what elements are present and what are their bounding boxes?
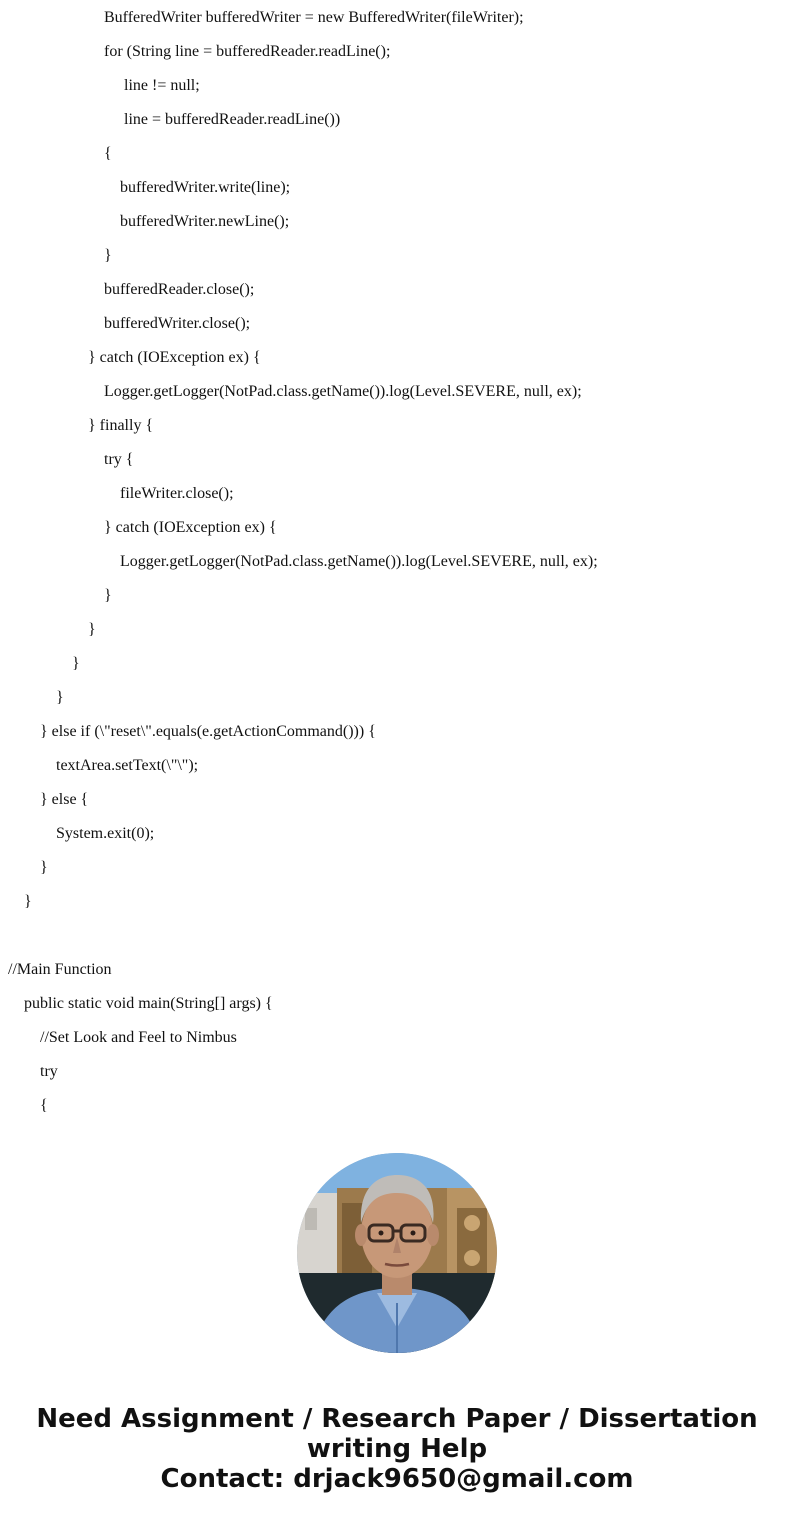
banner-contact-line: Contact: drjack9650@gmail.com xyxy=(160,1464,634,1494)
author-photo xyxy=(297,1153,497,1353)
code-line: bufferedReader.close(); xyxy=(104,281,255,298)
code-line: public static void main(String[] args) { xyxy=(24,995,273,1012)
code-line: } else if (\"reset\".equals(e.getActionCommand())) { xyxy=(40,723,376,740)
code-line: } xyxy=(24,893,32,910)
code-line: bufferedWriter.close(); xyxy=(104,315,251,332)
code-line: { xyxy=(104,145,112,162)
code-line: { xyxy=(40,1097,48,1114)
code-line: } xyxy=(56,689,64,706)
code-line: bufferedWriter.write(line); xyxy=(120,179,291,196)
code-line: } xyxy=(104,587,112,604)
code-line: System.exit(0); xyxy=(56,825,155,842)
code-line: textArea.setText(\"\"); xyxy=(56,757,199,774)
code-line: fileWriter.close(); xyxy=(120,485,234,502)
code-line: } catch (IOException ex) { xyxy=(88,349,261,366)
code-line: for (String line = bufferedReader.readLine(); xyxy=(104,43,391,60)
code-line: } xyxy=(40,859,48,876)
code-line: } finally { xyxy=(88,417,154,434)
code-line: line = bufferedReader.readLine()) xyxy=(124,111,341,128)
code-line: Logger.getLogger(NotPad.class.getName()).log(Level.SEVERE, null, ex); xyxy=(120,553,598,570)
code-line: } catch (IOException ex) { xyxy=(104,519,277,536)
code-line: } xyxy=(104,247,112,264)
code-line: try { xyxy=(104,451,134,468)
code-comment: //Main Function xyxy=(8,961,112,978)
banner-line-2: writing Help xyxy=(306,1434,488,1464)
code-line: } xyxy=(88,621,96,638)
banner-line-1: Need Assignment / Research Paper / Dissertation xyxy=(36,1404,758,1434)
code-line: } xyxy=(72,655,80,672)
code-line: Logger.getLogger(NotPad.class.getName()).log(Level.SEVERE, null, ex); xyxy=(104,383,582,400)
contact-banner xyxy=(0,1404,794,1494)
code-line: bufferedWriter.newLine(); xyxy=(120,213,290,230)
code-line: try xyxy=(40,1063,58,1080)
code-line: line != null; xyxy=(124,77,200,94)
code-line: BufferedWriter bufferedWriter = new BufferedWriter(fileWriter); xyxy=(104,9,524,26)
code-line: } else { xyxy=(40,791,89,808)
code-comment: //Set Look and Feel to Nimbus xyxy=(40,1029,237,1046)
